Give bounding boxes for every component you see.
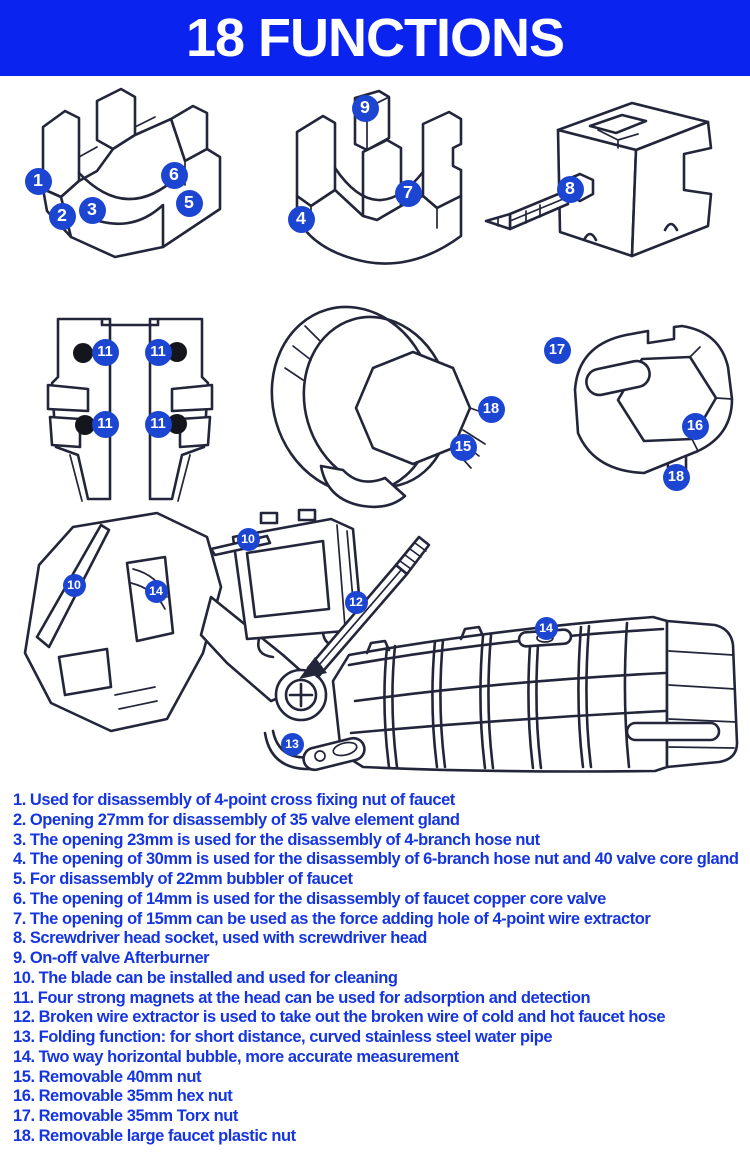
item-text: Folding function: for short distance, curved stainless steel water pipe (38, 1028, 553, 1046)
handle-slot (627, 723, 719, 740)
list-item (13, 890, 743, 910)
item-text: The opening 23mm is used for the disassembly of 4-branch hose nut (29, 830, 540, 849)
function-marker-8: 8 (557, 176, 584, 203)
function-marker-14: 14 (535, 617, 558, 640)
list-item (13, 870, 743, 890)
item-number: 5. (13, 870, 26, 888)
figure-head-iso-front (275, 88, 485, 273)
function-marker-1: 1 (25, 168, 52, 195)
item-text: Screwdriver head socket, used with screwdriver head (29, 929, 427, 948)
item-text: The opening of 15mm can be used as the force adding hole of 4-point wire extractor (29, 909, 651, 928)
item-text: Removable 40mm nut (38, 1067, 202, 1086)
right-wing-upper (172, 385, 212, 411)
item-text: Four strong magnets at the head can be used for adsorption and detection (37, 988, 591, 1007)
item-text: On-off valve Afterburner (29, 949, 210, 967)
function-marker-18: 18 (478, 396, 505, 423)
list-item (13, 811, 743, 831)
function-marker-4: 4 (288, 206, 315, 233)
item-number: 15. (13, 1067, 35, 1086)
item-number: 12. (13, 1008, 35, 1027)
page-title: 18 FUNCTIONS (185, 8, 565, 68)
item-number: 13. (13, 1028, 35, 1046)
function-marker-11: 11 (92, 339, 119, 366)
list-item (13, 910, 743, 930)
item-text: The opening of 14mm is used for the disassembly of faucet copper core valve (29, 889, 606, 908)
item-number: 10. (13, 968, 35, 987)
item-text: Opening 27mm for disassembly of 35 valve element gland (29, 810, 460, 829)
item-number: 1. (13, 791, 26, 809)
jaw-claw (321, 466, 405, 507)
item-number: 18. (13, 1126, 35, 1145)
item-text: Broken wire extractor is used to take out the broken wire of cold and hot faucet hose (38, 1008, 666, 1027)
item-text: Used for disassembly of 4-point cross fixing nut of faucet (29, 791, 455, 809)
item-text: For disassembly of 22mm bubbler of faucet (29, 870, 353, 888)
item-number: 8. (13, 929, 26, 948)
list-item (13, 1068, 743, 1088)
list-item (13, 969, 743, 989)
function-list (13, 791, 743, 1147)
list-item (13, 1048, 743, 1068)
figure-screwdriver-cube (480, 90, 740, 265)
function-marker-17: 17 (544, 337, 571, 364)
function-marker-6: 6 (161, 162, 188, 189)
list-item (13, 791, 743, 811)
item-number: 17. (13, 1107, 35, 1125)
item-number: 14. (13, 1047, 35, 1066)
function-marker-3: 3 (79, 197, 106, 224)
item-text: The opening of 30mm is used for the disassembly of 6-branch hose nut and 40 valve core gland (29, 850, 739, 869)
figure-hex-socket (530, 305, 745, 495)
item-number: 11. (13, 988, 34, 1007)
function-marker-16: 16 (682, 413, 709, 440)
list-item (13, 1107, 743, 1127)
function-marker-12: 12 (345, 591, 368, 614)
figure-full-tool (15, 505, 735, 795)
function-marker-14: 14 (145, 580, 168, 603)
list-item (13, 929, 743, 949)
left-wing-upper (48, 385, 88, 411)
list-item (13, 1028, 743, 1048)
magnet-dot (73, 343, 93, 363)
function-marker-11: 11 (145, 339, 172, 366)
function-marker-10: 10 (63, 574, 86, 597)
list-item (13, 989, 743, 1009)
list-item (13, 1127, 743, 1147)
list-item (13, 949, 743, 969)
item-number: 7. (13, 909, 26, 928)
item-text: The blade can be installed and used for cleaning (38, 968, 398, 987)
item-text: Removable 35mm Torx nut (38, 1107, 238, 1125)
function-marker-7: 7 (395, 180, 422, 207)
list-item (13, 1008, 743, 1028)
item-number: 16. (13, 1087, 35, 1106)
function-marker-11: 11 (145, 411, 172, 438)
function-marker-5: 5 (176, 190, 203, 217)
end-cap (667, 621, 737, 767)
item-number: 9. (13, 949, 26, 967)
item-number: 4. (13, 850, 26, 869)
right-prong (423, 112, 461, 208)
item-number: 2. (13, 810, 26, 829)
list-item (13, 831, 743, 851)
left-wing-lower (50, 417, 80, 447)
figure-head-front-magnets (40, 305, 225, 505)
function-marker-18: 18 (663, 464, 690, 491)
item-text: Removable large faucet plastic nut (38, 1126, 296, 1145)
function-marker-15: 15 (450, 434, 477, 461)
function-marker-9: 9 (352, 95, 379, 122)
function-marker-11: 11 (92, 411, 119, 438)
list-item (13, 1087, 743, 1107)
function-marker-13: 13 (281, 733, 304, 756)
threaded-tip (396, 537, 429, 574)
item-text: Two way horizontal bubble, more accurate measurement (38, 1047, 459, 1066)
item-number: 6. (13, 889, 26, 908)
item-text: Removable 35mm hex nut (38, 1087, 233, 1106)
function-marker-2: 2 (49, 203, 76, 230)
list-item (13, 850, 743, 870)
header-banner (0, 0, 750, 76)
item-number: 3. (13, 830, 26, 849)
function-marker-10: 10 (237, 528, 260, 551)
